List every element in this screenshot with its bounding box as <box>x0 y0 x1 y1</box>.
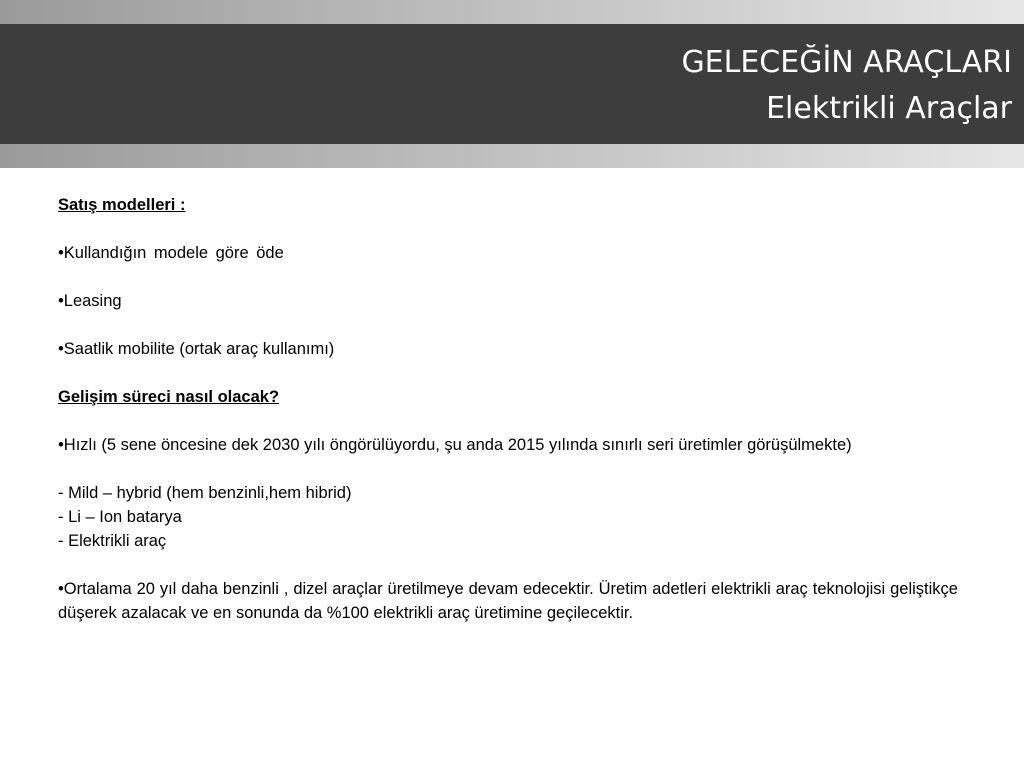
slide-subtitle: Elektrikli Araçlar <box>766 91 1012 126</box>
section-heading-development: Gelişim süreci nasıl olacak? <box>58 388 280 406</box>
dash-li-ion: - Li – Ion batarya <box>58 508 182 526</box>
bullet-hourly-mobility: •Saatlik mobilite (ortak araç kullanımı) <box>58 340 335 358</box>
header-top-band <box>0 0 1024 24</box>
section-heading-sales-models: Satış modelleri : <box>58 196 186 214</box>
bullet-average-20-years: •Ortalama 20 yıl daha benzinli , dizel araçlar üretilmeye devam edecektir. Üretim adetleri elektrikli araç teknolojisi geliştikçe düşerek azalacak ve en sonunda da %100 elektrikli araç üretimine geçilecektir. <box>58 580 958 622</box>
bullet-fast: •Hızlı (5 sene öncesine dek 2030 yılı öngörülüyordu, şu anda 2015 yılında sınırlı seri üretimler görüşülmekte) <box>58 436 852 454</box>
bullet-pay-per-use: •Kullandığın modele göre öde <box>58 244 284 262</box>
header-bottom-band <box>0 144 1024 168</box>
bullet-leasing: •Leasing <box>58 292 122 310</box>
slide-title: GELECEĞİN ARAÇLARI <box>681 45 1012 80</box>
slide-title-block <box>681 40 1012 132</box>
dash-electric-vehicle: - Elektrikli araç <box>58 532 167 550</box>
dash-mild-hybrid: - Mild – hybrid (hem benzinli,hem hibrid) <box>58 484 352 502</box>
slide-body <box>58 193 958 625</box>
